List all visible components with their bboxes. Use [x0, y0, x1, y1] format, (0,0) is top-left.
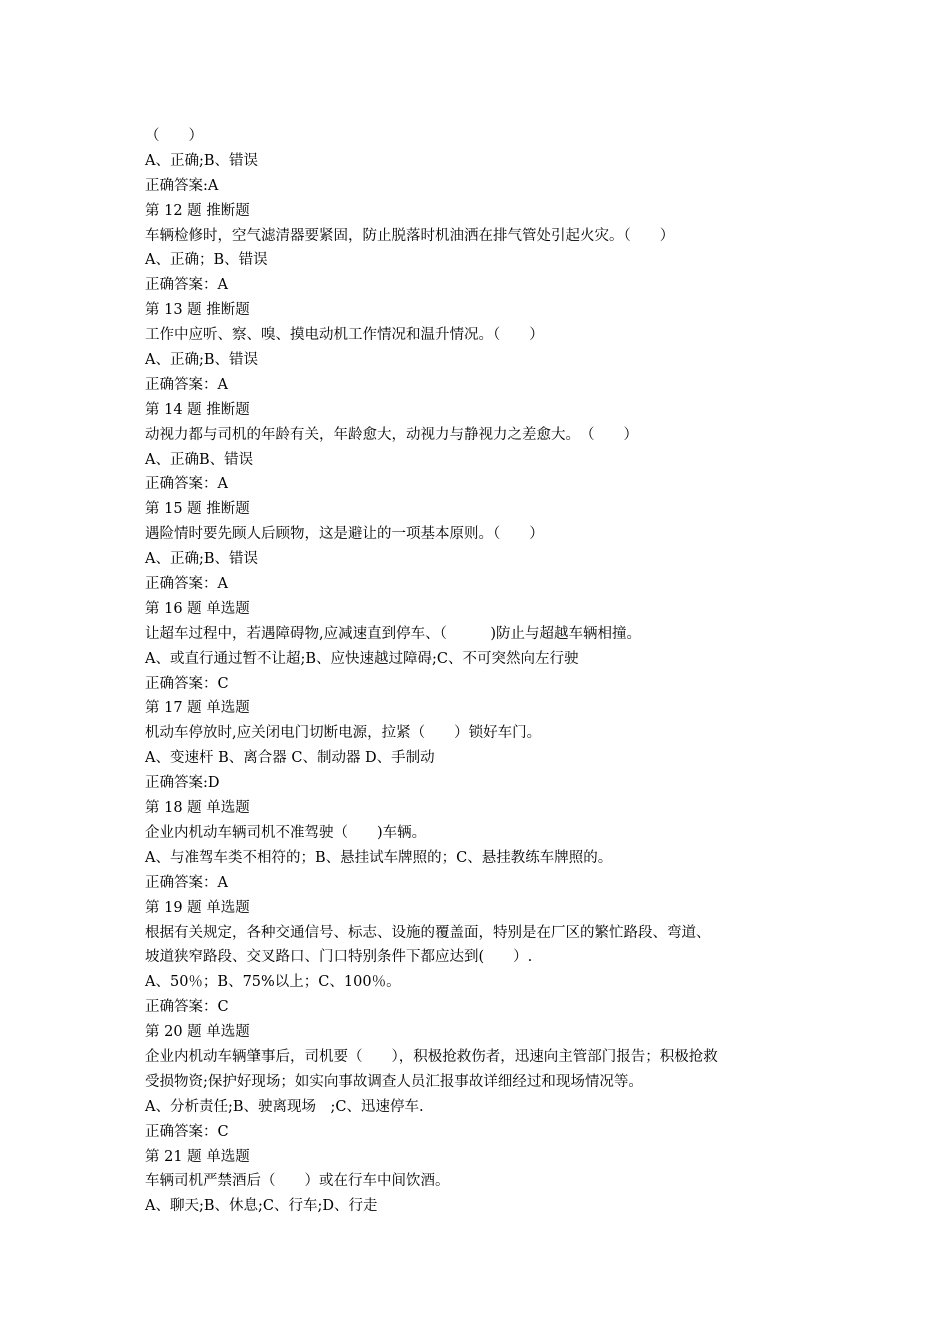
answer-line: 正确答案：C	[145, 1123, 229, 1140]
option-line: A、正确;B、错误	[145, 551, 259, 568]
question-header: 第 19 题 单选题	[145, 899, 250, 916]
question-text: 受损物资;保护好现场；如实向事故调查人员汇报事故详细经过和现场情况等。	[145, 1073, 643, 1090]
answer-line: 正确答案：C	[145, 999, 229, 1016]
answer-line: 正确答案：A	[145, 476, 228, 493]
option-line: A、分析责任;B、驶离现场 ;C、迅速停车.	[145, 1098, 424, 1115]
question-header: 第 21 题 单选题	[145, 1148, 250, 1165]
answer-line: 正确答案:D	[145, 775, 220, 792]
option-line: A、聊天;B、休息;C、行车;D、行走	[145, 1198, 378, 1215]
text-line: （ ）	[145, 128, 203, 144]
question-header: 第 20 题 单选题	[145, 1024, 250, 1041]
document-page	[145, 124, 825, 1219]
option-line: A、正确；B、错误	[145, 252, 268, 269]
question-header: 第 18 题 单选题	[145, 800, 250, 817]
answer-line: 正确答案：A	[145, 874, 228, 891]
option-line: A、或直行通过暂不让超;B、应快速越过障碍;C、不可突然向左行驶	[145, 650, 579, 667]
option-line: A、正确B、错误	[145, 451, 254, 468]
question-text: 企业内机动车辆肇事后，司机要（ ），积极抢救伤者，迅速向主管部门报告；积极抢救	[145, 1048, 718, 1065]
question-text: 坡道狭窄路段、交叉路口、门口特别条件下都应达到( ）.	[145, 949, 533, 966]
option-line: A、变速杆 B、离合器 C、制动器 D、手制动	[145, 750, 435, 767]
option-line: A、50％；B、75%以上；C、100％。	[145, 974, 401, 991]
question-header: 第 14 题 推断题	[145, 401, 250, 418]
question-text: 企业内机动车辆司机不准驾驶（ )车辆。	[145, 824, 427, 841]
question-text: 工作中应听、察、嗅、摸电动机工作情况和温升情况。（ ）	[145, 327, 544, 344]
option-line: A、正确;B、错误	[145, 152, 259, 169]
question-header: 第 17 题 单选题	[145, 700, 250, 717]
option-line: A、正确;B、错误	[145, 352, 259, 369]
question-text: 车辆司机严禁酒后（ ）或在行车中间饮酒。	[145, 1173, 450, 1190]
question-text: 让超车过程中，若遇障碍物,应减速直到停车、（ )防止与超越车辆相撞。	[145, 625, 642, 642]
question-text: 机动车停放时,应关闭电门切断电源，拉紧（ ）锁好车门。	[145, 725, 542, 742]
answer-line: 正确答案：C	[145, 675, 229, 692]
answer-line: 正确答案：A	[145, 277, 228, 294]
question-text: 遇险情时要先顾人后顾物，这是避让的一项基本原则。（ ）	[145, 526, 544, 543]
option-line: A、与准驾车类不相符的；B、悬挂试车牌照的；C、悬挂教练车牌照的。	[145, 849, 613, 866]
question-header: 第 13 题 推断题	[145, 302, 250, 319]
question-text: 车辆检修时，空气滤清器要紧固，防止脱落时机油洒在排气管处引起火灾。（ ）	[145, 227, 675, 244]
answer-line: 正确答案:A	[145, 177, 219, 194]
question-header: 第 15 题 推断题	[145, 501, 250, 518]
question-text: 根据有关规定，各种交通信号、标志、设施的覆盖面，特别是在厂区的繁忙路段、弯道、	[145, 924, 711, 941]
answer-line: 正确答案：A	[145, 376, 228, 393]
answer-line: 正确答案：A	[145, 576, 228, 593]
question-header: 第 16 题 单选题	[145, 600, 250, 617]
question-header: 第 12 题 推断题	[145, 202, 250, 219]
question-text: 动视力都与司机的年龄有关，年龄愈大，动视力与静视力之差愈大。 （ ）	[145, 426, 638, 443]
